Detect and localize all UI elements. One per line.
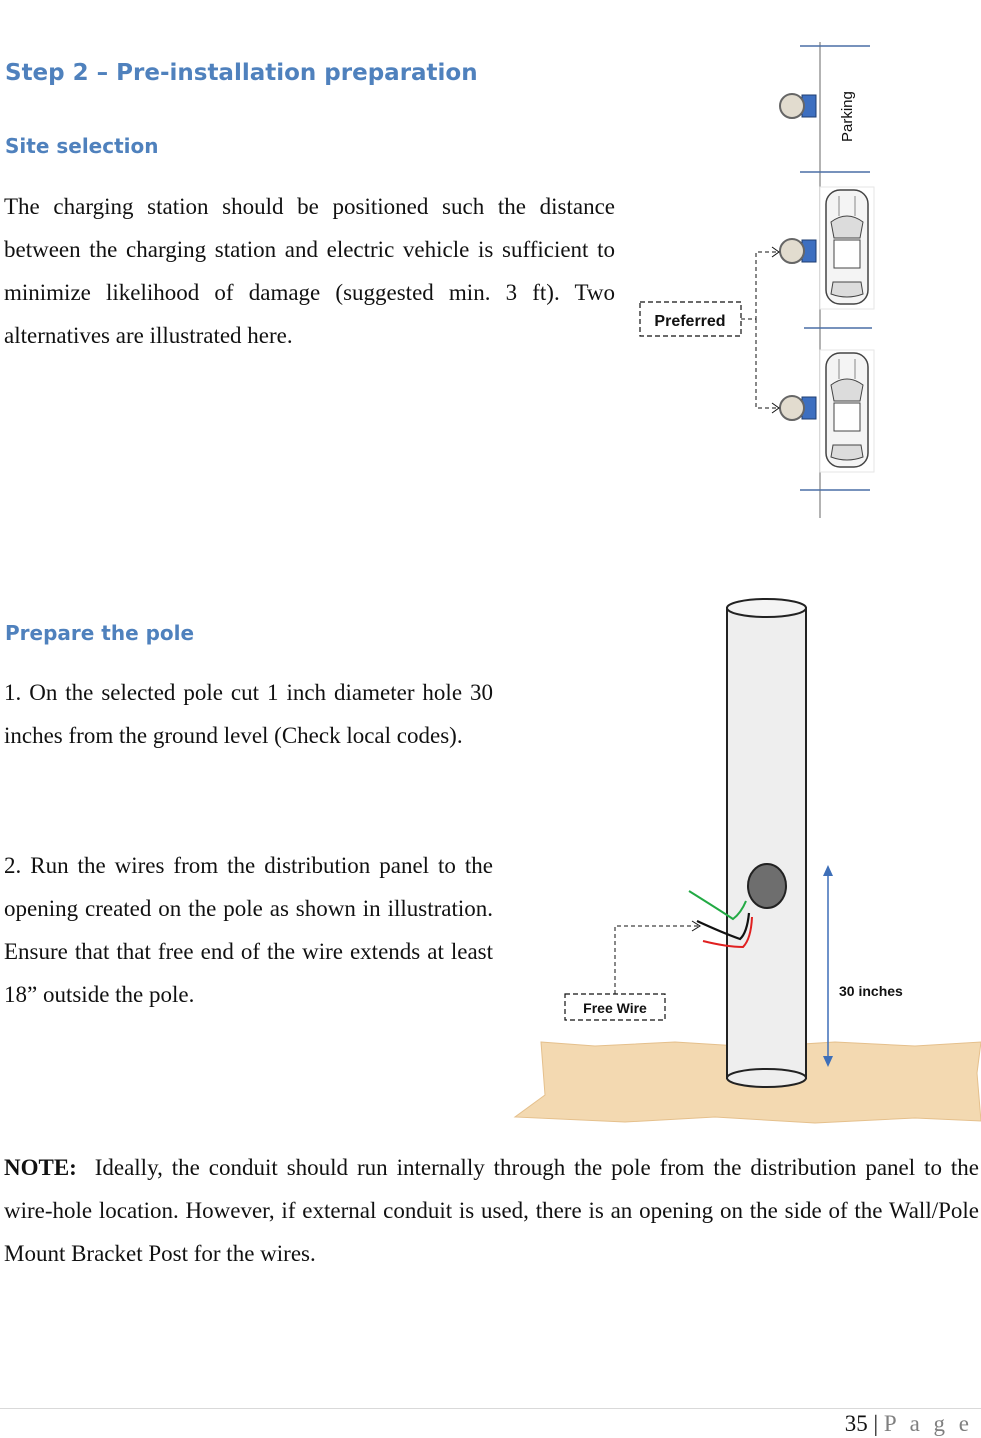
footer-separator: | — [873, 1411, 879, 1436]
free-wire-connector — [615, 926, 699, 994]
parking-diagram — [630, 30, 890, 530]
parking-label: Parking — [839, 91, 856, 142]
preferred-connector — [756, 319, 778, 408]
charging-station-icon — [780, 239, 816, 263]
site-selection-paragraph: The charging station should be positioned such the distance between the charging station and electric vehicle is sufficient to minimize likelihood of damage (suggested min. 3 ft). Two alternatives are illustrated here. — [4, 194, 615, 348]
prepare-pole-step-2: 2. Run the wires from the distribution panel to the opening created on the pole as shown in illustration. Ensure that that free end of the wire extends at least 18” outside the pole. — [4, 853, 493, 1007]
preferred-connector — [741, 252, 778, 319]
preferred-label: Preferred — [654, 313, 726, 330]
note-paragraph — [4, 1146, 979, 1275]
prepare-pole-step-1: 1. On the selected pole cut 1 inch diameter hole 30 inches from the ground level (Check local codes). — [4, 680, 493, 748]
car-icon — [820, 187, 874, 309]
section-heading: Step 2 – Pre-installation preparation — [5, 60, 478, 86]
page-word: P a g e — [883, 1411, 973, 1436]
wire-hole — [748, 864, 786, 908]
free-wire-label: Free Wire — [583, 1000, 647, 1016]
page-footer — [845, 1411, 973, 1437]
prepare-pole-heading: Prepare the pole — [5, 621, 195, 645]
page-number: 35 — [844, 1411, 868, 1436]
pole-diagram — [515, 595, 981, 1125]
pole — [727, 608, 806, 1078]
charging-station-icon — [780, 396, 816, 420]
arrowhead-icon — [823, 865, 833, 876]
pole-top — [727, 599, 806, 617]
note-text: Ideally, the conduit should run internally through the pole from the distribution panel to the wire-hole location. However, if external conduit is used, there is an opening on the side of the Wall/Pole Mount Bracket Post for the wires. — [4, 1155, 980, 1266]
height-label: 30 inches — [839, 983, 903, 999]
pole-bottom — [727, 1069, 806, 1087]
note-label: NOTE: — [4, 1155, 77, 1180]
car-icon — [820, 350, 874, 472]
footer-divider — [0, 1408, 981, 1409]
site-selection-heading: Site selection — [5, 134, 159, 158]
charging-station-icon — [780, 94, 816, 118]
